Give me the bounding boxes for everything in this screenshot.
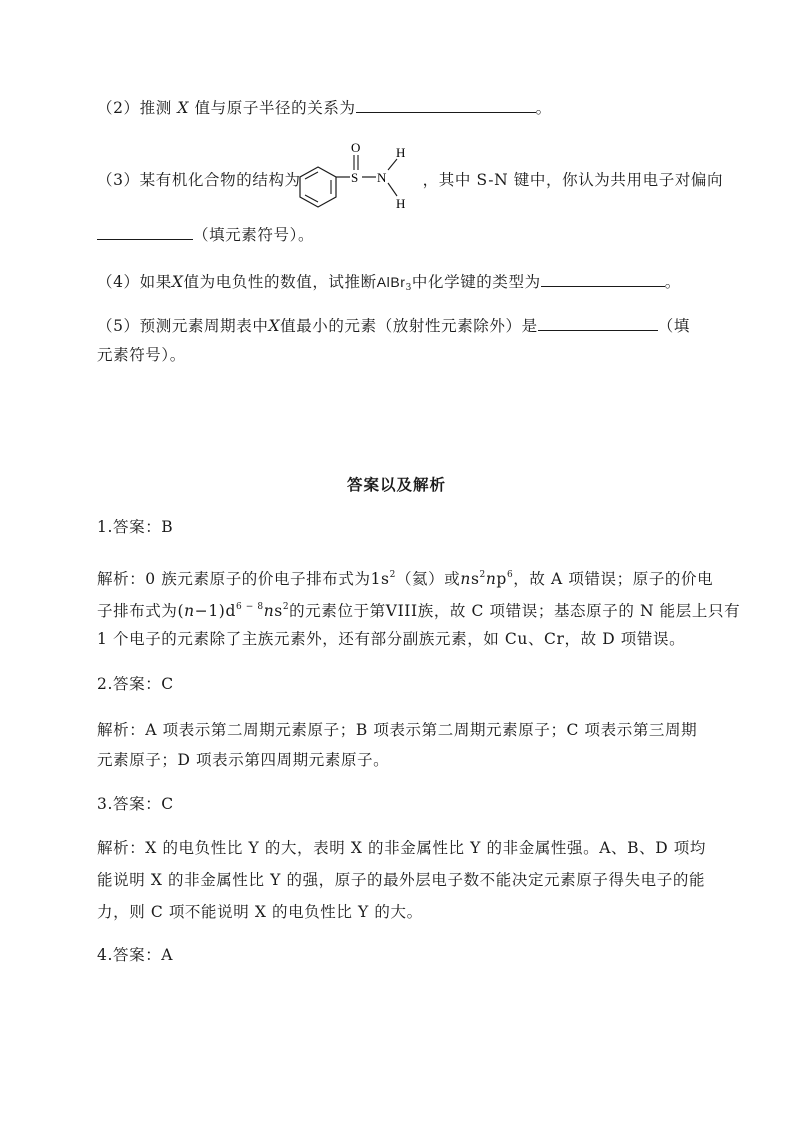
answer-1-label: 1.答案：B (97, 518, 174, 536)
q4-answer-blank[interactable] (541, 272, 665, 287)
a1-p: p (496, 570, 507, 588)
q2-text: （2）推测 (97, 99, 178, 117)
q5-text: （5）预测元素周期表中 (97, 317, 269, 335)
a1-sup: 2 (389, 570, 396, 580)
q3-text: （3）某有机化合物的结构为 (97, 171, 301, 189)
question-3-line-2 (97, 225, 314, 245)
q4-end: 。 (664, 273, 681, 291)
a1-n: n (460, 570, 471, 588)
oxygen-atom: O (351, 140, 361, 155)
n-h-bond-top (388, 159, 397, 170)
answer-3-label: 3.答案：C (97, 795, 174, 813)
q4-text-3: 中化学键的类型为 (411, 273, 541, 291)
answer-3-explanation-line-2: 能说明 X 的非金属性比 Y 的强，原子的最外层电子数不能决定元素原子得失电子的能 (97, 871, 706, 889)
a1-n-3: n (184, 602, 195, 620)
a1-sup-2: 2 (479, 570, 486, 580)
q5-variable: X (268, 317, 281, 335)
a1-sup-5: 2 (282, 602, 290, 612)
q5-text-4: 元素符号）。 (97, 346, 186, 364)
hydrogen-atom-bottom: H (396, 196, 406, 211)
question-5-line-1 (97, 316, 690, 336)
a1-text-2: （氦）或 (395, 570, 461, 588)
q5-text-3: （填 (657, 317, 690, 335)
answer-1-explanation-line-3: 1 个电子的元素除了主族元素外，还有部分副族元素，如 Cu、Cr，故 D 项错误。 (97, 630, 686, 648)
q4-formula: AlBr (376, 274, 406, 290)
answers-title: 答案以及解析 (346, 475, 446, 494)
a1-text-6: 的元素位于第VIII族，故 C 项错误；基态原子的 N 能层上只有 (289, 602, 741, 620)
q4-text: （4）如果 (97, 273, 172, 291)
answer-2-label: 2.答案：C (97, 675, 174, 693)
a1-text-5: −1)d (194, 602, 236, 620)
a1-s-2: s (274, 602, 283, 620)
nitrogen-atom: N (377, 170, 387, 185)
q2-text-2: 值与原子半径的关系为 (189, 99, 356, 117)
answer-1-explanation-line-1 (97, 565, 713, 589)
question-4 (97, 272, 681, 298)
answer-1-explanation-line-2 (97, 597, 740, 621)
a1-text-4: 子排布式为( (97, 602, 185, 620)
answer-2-explanation-line-2: 元素原子；D 项表示第四周期元素原子。 (97, 751, 390, 769)
question-2 (97, 98, 552, 118)
answer-4-label: 4.答案：A (97, 946, 174, 964)
q4-variable: X (171, 273, 184, 291)
q5-text-2: 值最小的元素（放射性元素除外）是 (280, 317, 538, 335)
hydrogen-atom-top: H (396, 145, 406, 160)
a1-text-3: ，故 A 项错误；原子的价电 (513, 570, 714, 588)
q5-answer-blank[interactable] (538, 316, 658, 331)
q3-answer-blank[interactable] (97, 225, 193, 240)
q2-variable: X (177, 99, 190, 117)
q2-answer-blank[interactable] (356, 98, 536, 113)
a1-sup-4: 6 − 8 (235, 602, 264, 612)
q4-formula-subscript: 3 (405, 283, 412, 293)
q4-text-2: 值为电负性的数值，试推断 (183, 273, 377, 291)
answer-3-explanation-line-3: 力，则 C 项不能说明 X 的电负性比 Y 的大。 (97, 903, 423, 921)
a1-sup-3: 6 (506, 570, 514, 580)
a1-text: 解析：0 族元素原子的价电子排布式为1s (97, 570, 390, 588)
a1-s: s (470, 570, 480, 588)
sulfur-atom: S (351, 170, 359, 185)
question-5-line-2 (97, 345, 186, 365)
a1-n-2: n (485, 570, 497, 588)
q3-text-3: （填元素符号）。 (193, 226, 315, 244)
q2-end: 。 (535, 99, 552, 117)
benzene-sulfinamide-structure (296, 140, 416, 216)
a1-n-4: n (263, 602, 275, 620)
answer-2-explanation-line-1: 解析：A 项表示第二周期元素原子；B 项表示第二周期元素原子；C 项表示第三周期 (97, 721, 698, 739)
q3-text-2: ，其中 S-N 键中，你认为共用电子对偏向 (422, 171, 724, 189)
answer-3-explanation-line-1: 解析：X 的电负性比 Y 的大，表明 X 的非金属性比 Y 的非金属性强。A、B、D 项均 (97, 839, 706, 857)
n-h-bond-bottom (388, 183, 397, 196)
